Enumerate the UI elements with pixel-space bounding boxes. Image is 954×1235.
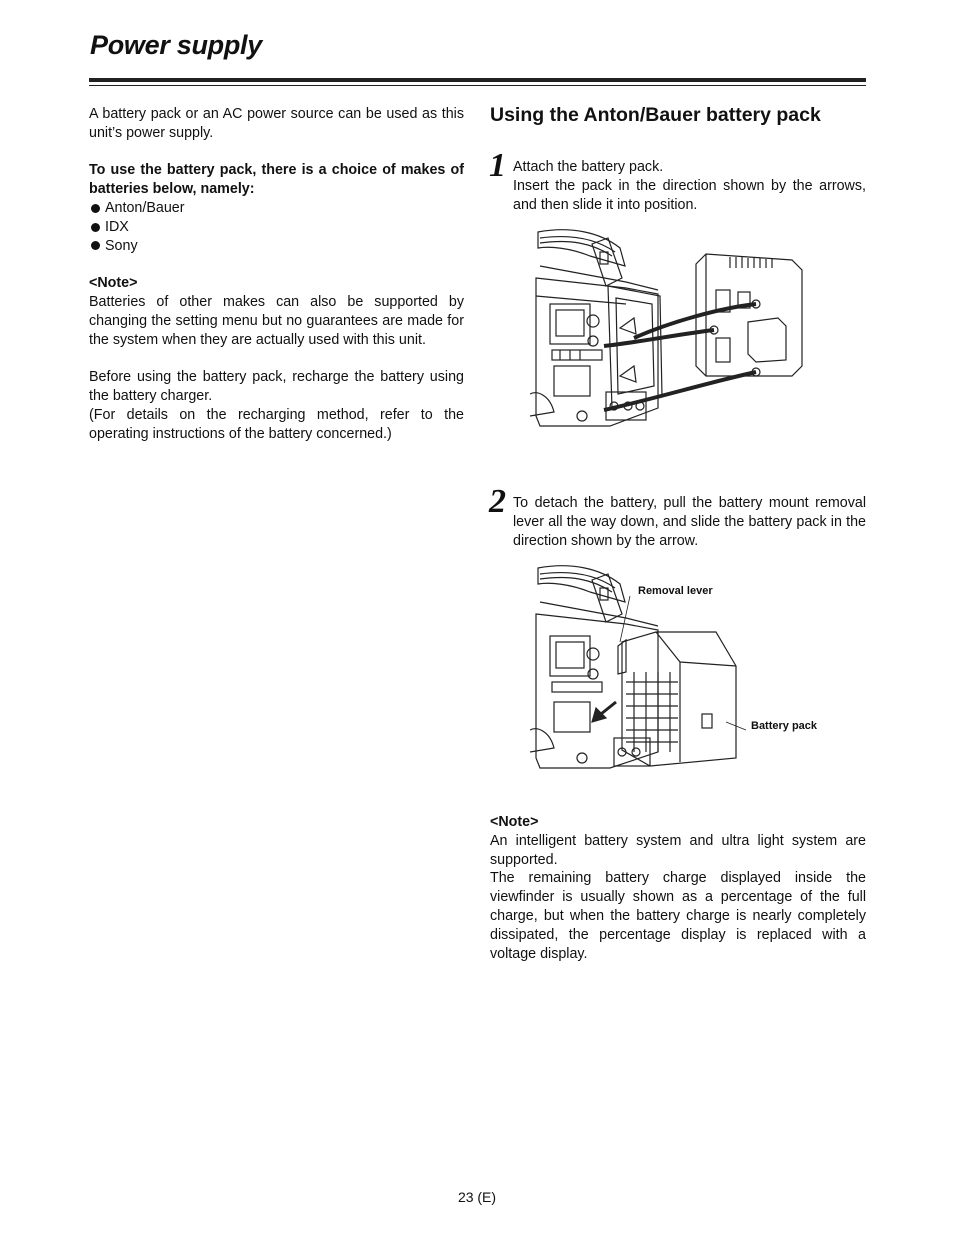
step-1-text <box>513 158 866 214</box>
step-1-line1: Attach the battery pack. <box>513 159 664 175</box>
battery-pack-label: Battery pack <box>751 720 818 732</box>
title-rule-thin <box>89 85 866 86</box>
step-1-line2: Insert the pack in the direction shown by the arrows, and then slide it into position. <box>513 177 866 213</box>
step-number-1: 1 <box>489 147 506 184</box>
note-heading-right: <Note> <box>490 814 539 830</box>
step-number-2: 2 <box>489 483 506 520</box>
note-text: Batteries of other makes can also be supported by changing the setting menu but no guarantees are made for the system when they are actually used with this unit. <box>89 293 464 348</box>
list-item: Anton/Bauer <box>89 199 464 218</box>
right-note <box>490 813 866 963</box>
recharge-text: Before using the battery pack, recharge the battery using the battery charger. <box>89 369 464 404</box>
attach-battery-illustration <box>530 226 805 451</box>
title-rule-thick <box>89 78 866 82</box>
list-item: IDX <box>89 218 464 237</box>
bullet-icon <box>91 241 100 250</box>
choice-heading: To use the battery pack, there is a choice of makes of batteries below, namely: <box>89 162 464 198</box>
intro-paragraph: A battery pack or an AC power source can be used as this unit’s power supply. <box>89 106 464 141</box>
note-line1: An intelligent battery system and ultra light system are supported. <box>490 832 866 868</box>
bullet-icon <box>91 204 100 213</box>
section-heading: Using the Anton/Bauer battery pack <box>490 104 821 126</box>
left-column <box>89 105 464 443</box>
bullet-icon <box>91 223 100 232</box>
step-2-text: To detach the battery, pull the battery mount removal lever all the way down, and slide the battery pack in the direction shown by the arrow. <box>513 495 866 549</box>
recharge-reference: (For details on the recharging method, refer to the operating instructions of the battery concerned.) <box>89 406 464 442</box>
page-title: Power supply <box>90 30 262 60</box>
page-number: 23 (E) <box>457 1189 497 1205</box>
note-line2: The remaining battery charge displayed inside the viewfinder is usually shown as a percentage of the full charge, but when the battery charge is nearly completely dissipated, the percentage display is replaced with a voltage display. <box>490 870 866 962</box>
list-item: Sony <box>89 237 464 256</box>
note-heading: <Note> <box>89 275 138 292</box>
removal-lever-label: Removal lever <box>638 585 713 597</box>
